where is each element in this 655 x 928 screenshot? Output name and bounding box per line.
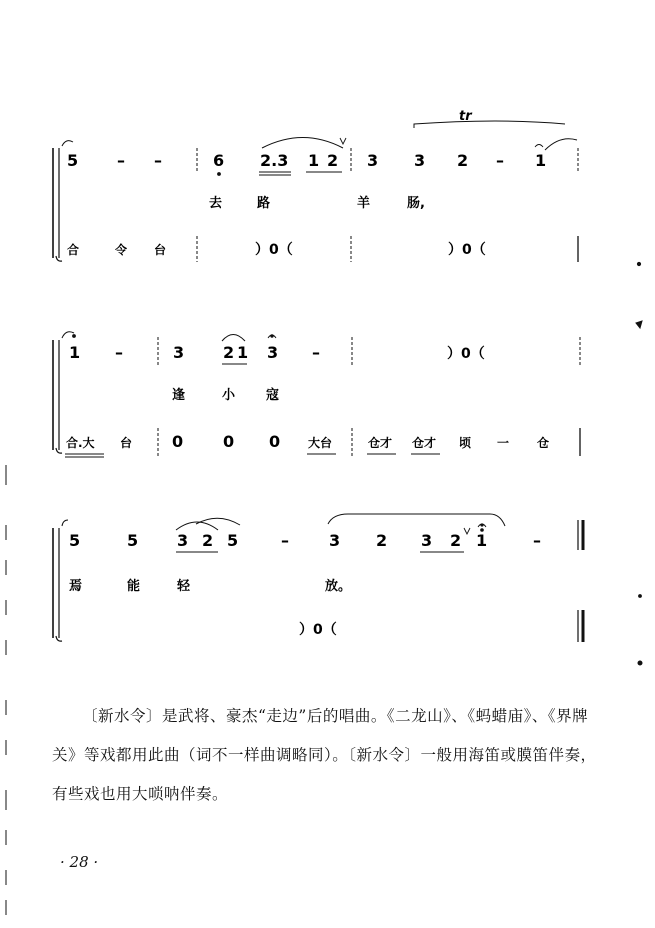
lyric: 去 <box>209 196 223 211</box>
slur <box>262 138 343 149</box>
phrase-curve <box>62 332 74 338</box>
note: 3 <box>267 343 279 362</box>
percussion: 令 <box>115 243 128 257</box>
rest: 0 <box>223 432 235 451</box>
percussion: 合.大 <box>66 436 95 450</box>
scan-speck <box>638 661 642 665</box>
rest: 0 <box>172 432 184 451</box>
note: 5 <box>69 531 81 550</box>
percussion: 一 <box>497 436 510 450</box>
slur <box>196 518 240 525</box>
trill-line <box>414 121 565 128</box>
note: 5 <box>67 151 79 170</box>
note: 5 <box>127 531 139 550</box>
note: 1 <box>69 343 81 362</box>
note: 1 <box>308 151 320 170</box>
note: 2 <box>457 151 469 170</box>
octave-dot <box>218 173 221 176</box>
rest: 0 <box>269 432 281 451</box>
percussion: 大台 <box>308 436 333 450</box>
lyric: 小 <box>222 388 236 403</box>
octave-dot <box>73 335 76 338</box>
system-1 <box>53 121 578 262</box>
lyric: 逢 <box>172 388 186 403</box>
dash: – <box>312 343 320 362</box>
note: 2.3 <box>260 151 289 170</box>
description-paragraph: 〔新水令〕是武将、豪杰“走边”后的唱曲。《二龙山》、《蚂蜡庙》、《界牌关》等戏都用此曲（词不一样曲调略同）。〔新水令〕一般用海笛或膜笛伴奏，有些戏也用大唢呐伴奏。 <box>52 707 597 803</box>
continuation-mark: ）0（ <box>448 242 486 258</box>
percussion: 仓 <box>537 436 550 450</box>
slur <box>545 139 577 150</box>
percussion: 台 <box>154 243 167 257</box>
trill-mark: tr <box>459 109 472 124</box>
slur <box>222 335 245 342</box>
percussion: 台 <box>120 436 133 450</box>
note: 6 <box>213 151 225 170</box>
note: 3 <box>177 531 189 550</box>
fermata-dot <box>271 335 273 337</box>
continuation-mark: ）0（ <box>299 622 337 638</box>
percussion: 仓才 <box>368 436 393 450</box>
fermata-dot <box>481 524 483 526</box>
note: 3 <box>329 531 341 550</box>
continuation-mark: ）0（ <box>255 242 293 258</box>
lyric: 放。 <box>325 579 352 594</box>
margin-marks <box>6 262 642 915</box>
breath-mark <box>340 138 346 144</box>
note: 1 <box>237 343 249 362</box>
dash: – <box>533 531 541 550</box>
lyric: 肠, <box>407 196 425 211</box>
dash: – <box>117 151 125 170</box>
note: 2 <box>223 343 235 362</box>
phrase-curve <box>62 520 68 526</box>
lyric: 羊 <box>357 196 371 211</box>
note: 2 <box>327 151 339 170</box>
fermata <box>535 145 543 148</box>
dash: – <box>281 531 289 550</box>
note: 3 <box>367 151 379 170</box>
breath-mark <box>464 528 470 534</box>
note: 1 <box>476 531 488 550</box>
lyric: 焉 <box>69 579 83 594</box>
note: 1 <box>535 151 547 170</box>
slur <box>328 514 505 526</box>
lyric: 轻 <box>177 579 191 594</box>
scan-speck <box>637 262 640 265</box>
percussion: 合 <box>67 243 80 257</box>
dash: – <box>496 151 504 170</box>
note: 2 <box>202 531 214 550</box>
dash: – <box>115 343 123 362</box>
percussion: 顷 <box>459 436 472 450</box>
phrase-curve <box>62 141 73 146</box>
note: 3 <box>414 151 426 170</box>
note: 2 <box>450 531 462 550</box>
lyric: 寇 <box>266 388 280 403</box>
page-number: · 28 · <box>60 853 99 871</box>
note: 3 <box>421 531 433 550</box>
scan-speck <box>639 595 642 598</box>
dash: – <box>154 151 162 170</box>
lyric: 路 <box>257 196 271 211</box>
note: 3 <box>173 343 185 362</box>
note: 5 <box>227 531 239 550</box>
note: 2 <box>376 531 388 550</box>
scan-speck <box>636 321 642 328</box>
percussion: 仓才 <box>412 436 437 450</box>
continuation-mark: ）0（ <box>447 346 485 362</box>
lyric: 能 <box>127 579 141 594</box>
